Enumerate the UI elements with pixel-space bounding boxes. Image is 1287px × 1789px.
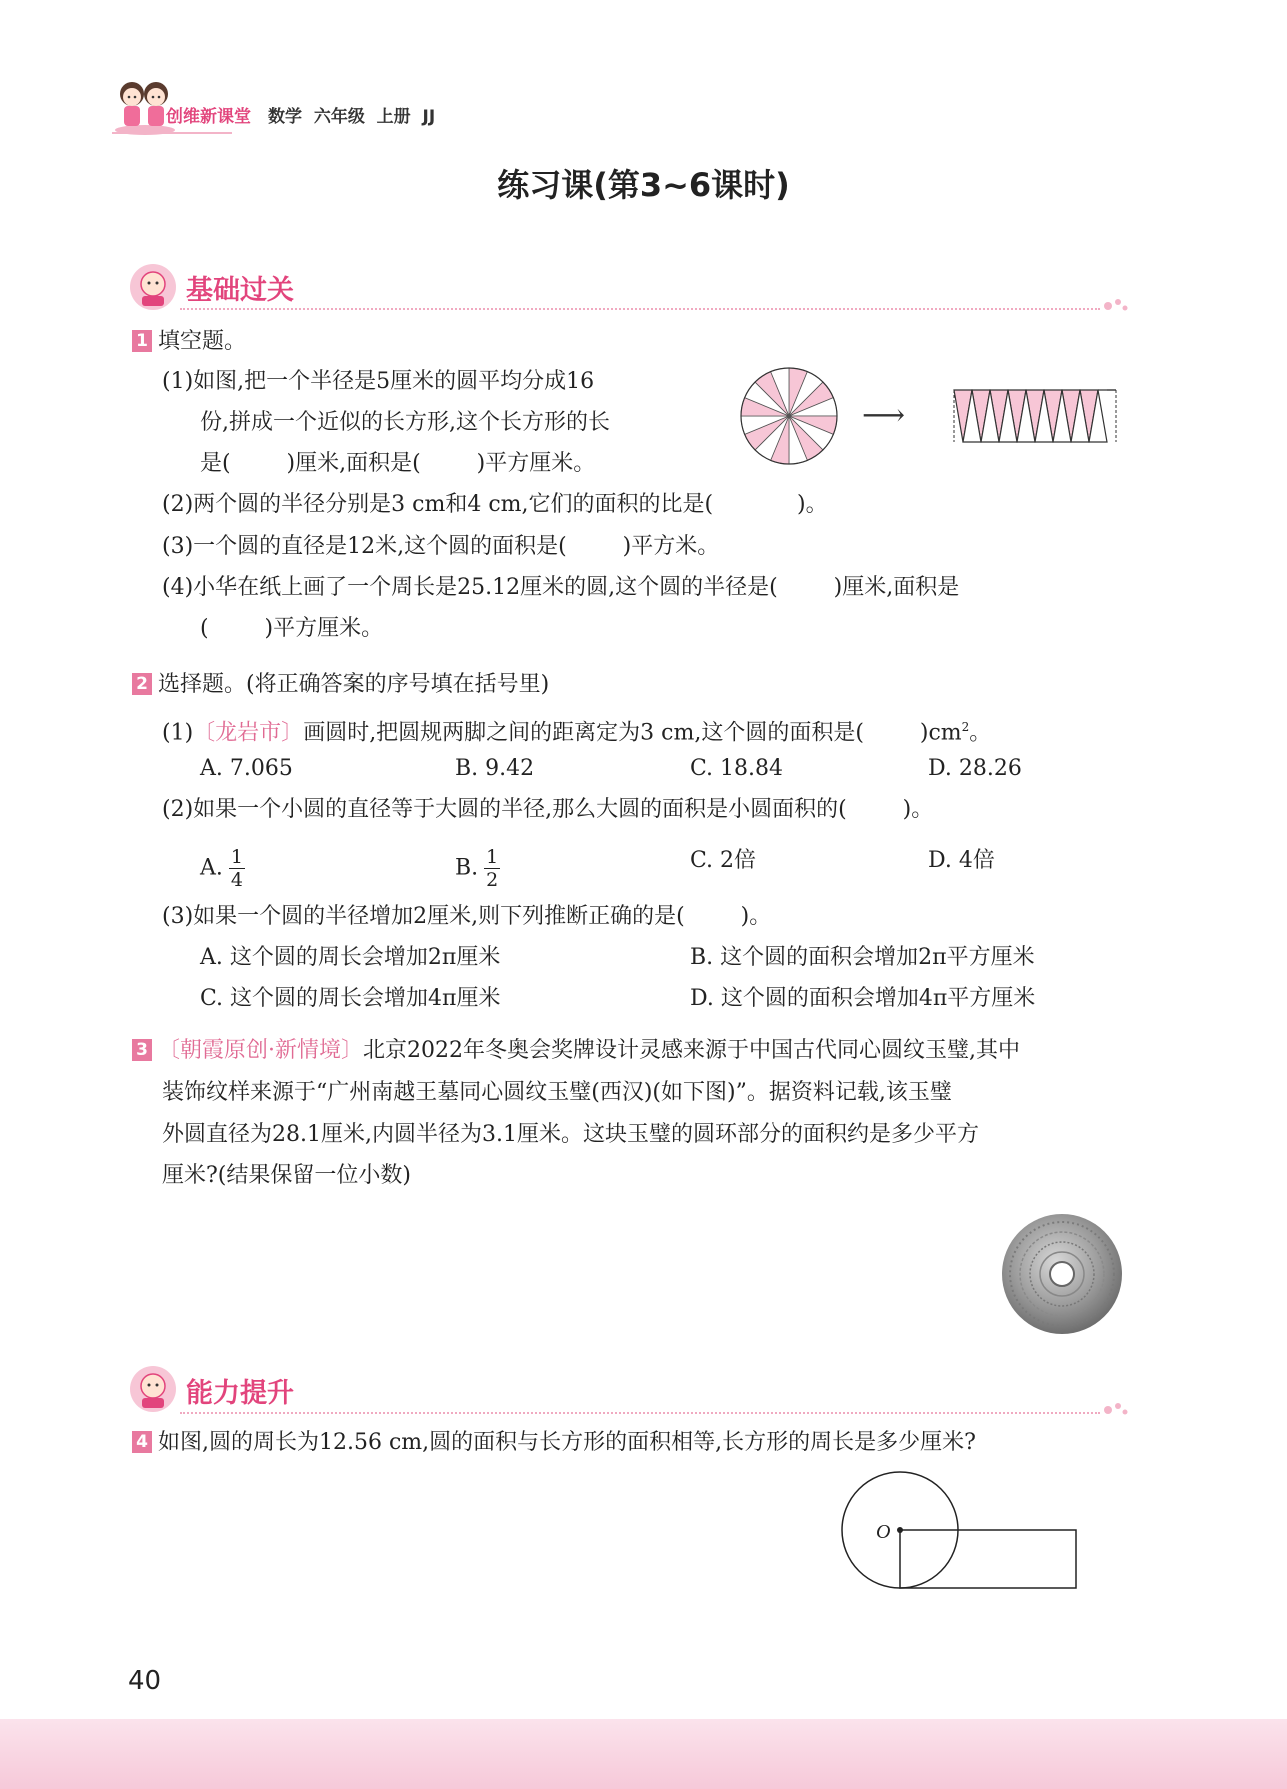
section-mascot-icon-2 xyxy=(128,1364,178,1414)
q2-part3-option-b: B. 这个圆的面积会增加2π平方厘米 xyxy=(690,945,1035,970)
dots-decoration-icon-2 xyxy=(1100,1398,1130,1418)
q4-number: 4 xyxy=(132,1431,152,1453)
q2-part2-option-d: D. 4倍 xyxy=(928,848,995,873)
section-title-basic: 基础过关 xyxy=(186,275,294,306)
section-divider-2 xyxy=(180,1412,1100,1414)
q3-number: 3 xyxy=(132,1039,152,1061)
q4-text: 4 如图,圆的周长为12.56 cm,圆的面积与长方形的面积相等,长方形的周长是多少厘米? xyxy=(132,1428,976,1458)
q2-part2-option-b: B. $\frac{1}{2}$ xyxy=(455,846,499,891)
source-tag: 〔朝霞原创·新情境〕 xyxy=(158,1038,363,1063)
section-title-advanced: 能力提升 xyxy=(186,1378,294,1409)
q3-line1: 3 〔朝霞原创·新情境〕北京2022年冬奥会奖牌设计灵感来源于中国古代同心圆纹玉璧,其中 xyxy=(132,1036,1020,1066)
q1-part1-line2: 份,拼成一个近似的长方形,这个长方形的长 xyxy=(200,410,610,435)
q2-part2-option-a: A. $\frac{1}{4}$ xyxy=(200,846,243,891)
circle-rectangle-figure xyxy=(834,1470,1084,1600)
q1-title: 1 填空题。 xyxy=(132,327,246,357)
q2-part3-option-c: C. 这个圆的周长会增加4π厘米 xyxy=(200,986,501,1011)
page-number: 40 xyxy=(128,1666,162,1696)
dots-decoration-icon xyxy=(1100,294,1130,314)
q1-part4-line2: ( )平方厘米。 xyxy=(200,616,384,641)
q3-line2: 装饰纹样来源于“广州南越王墓同心圆纹玉璧(西汉)(如下图)”。据资料记载,该玉璧 xyxy=(162,1080,952,1105)
section-divider xyxy=(180,308,1100,310)
q1-part2: (2)两个圆的半径分别是3 cm和4 cm,它们的面积的比是( )。 xyxy=(162,492,828,517)
q2-part1: (1)〔龙岩市〕画圆时,把圆规两脚之间的距离定为3 cm,这个圆的面积是( )$cm^2$。 xyxy=(162,720,992,746)
q2-part3-option-a: A. 这个圆的周长会增加2π厘米 xyxy=(200,945,501,970)
q2-part2: (2)如果一个小圆的直径等于大圆的半径,那么大圆的面积是小圆面积的( )。 xyxy=(162,797,934,822)
subject-info: 数学 六年级 上册 JJ xyxy=(268,107,436,127)
series-name: 创维新课堂 xyxy=(166,107,251,127)
q1-number: 1 xyxy=(132,330,152,352)
jade-disc-photo xyxy=(1000,1212,1124,1336)
divided-circle-figure xyxy=(738,365,840,467)
q2-part1-option-d: D. 28.26 xyxy=(928,756,1022,781)
rearranged-rectangle-figure xyxy=(950,386,1120,446)
q2-part1-option-c: C. 18.84 xyxy=(690,756,784,781)
header-underline xyxy=(112,132,232,134)
q1-part1-line1: (1)如图,把一个半径是5厘米的圆平均分成16 xyxy=(162,369,595,394)
footer-band xyxy=(0,1719,1287,1789)
q3-line4: 厘米?(结果保留一位小数) xyxy=(162,1163,411,1188)
q1-part4-line1: (4)小华在纸上画了一个周长是25.12厘米的圆,这个圆的半径是( )厘米,面积是 xyxy=(162,575,960,600)
q1-part1-line3: 是( )厘米,面积是( )平方厘米。 xyxy=(200,451,596,476)
q2-title: 2 选择题。(将正确答案的序号填在括号里) xyxy=(132,670,549,700)
q2-number: 2 xyxy=(132,673,152,695)
region-tag: 〔龙岩市〕 xyxy=(193,720,304,746)
arrow-icon: ⟶ xyxy=(862,398,906,433)
q2-part2-option-c: C. 2倍 xyxy=(690,848,757,873)
q2-part1-option-b: B. 9.42 xyxy=(455,756,535,781)
center-label: O xyxy=(876,1521,891,1543)
q3-line3: 外圆直径为28.1厘米,内圆半径为3.1厘米。这块玉璧的圆环部分的面积约是多少平方 xyxy=(162,1122,979,1147)
q2-part3-option-d: D. 这个圆的面积会增加4π平方厘米 xyxy=(690,986,1036,1011)
q2-part3: (3)如果一个圆的半径增加2厘米,则下列推断正确的是( )。 xyxy=(162,904,772,929)
page-title: 练习课(第3~6课时) xyxy=(497,166,790,204)
q1-part3: (3)一个圆的直径是12米,这个圆的面积是( )平方米。 xyxy=(162,534,720,559)
section-mascot-icon xyxy=(128,262,178,312)
q2-part1-option-a: A. 7.065 xyxy=(200,756,293,781)
